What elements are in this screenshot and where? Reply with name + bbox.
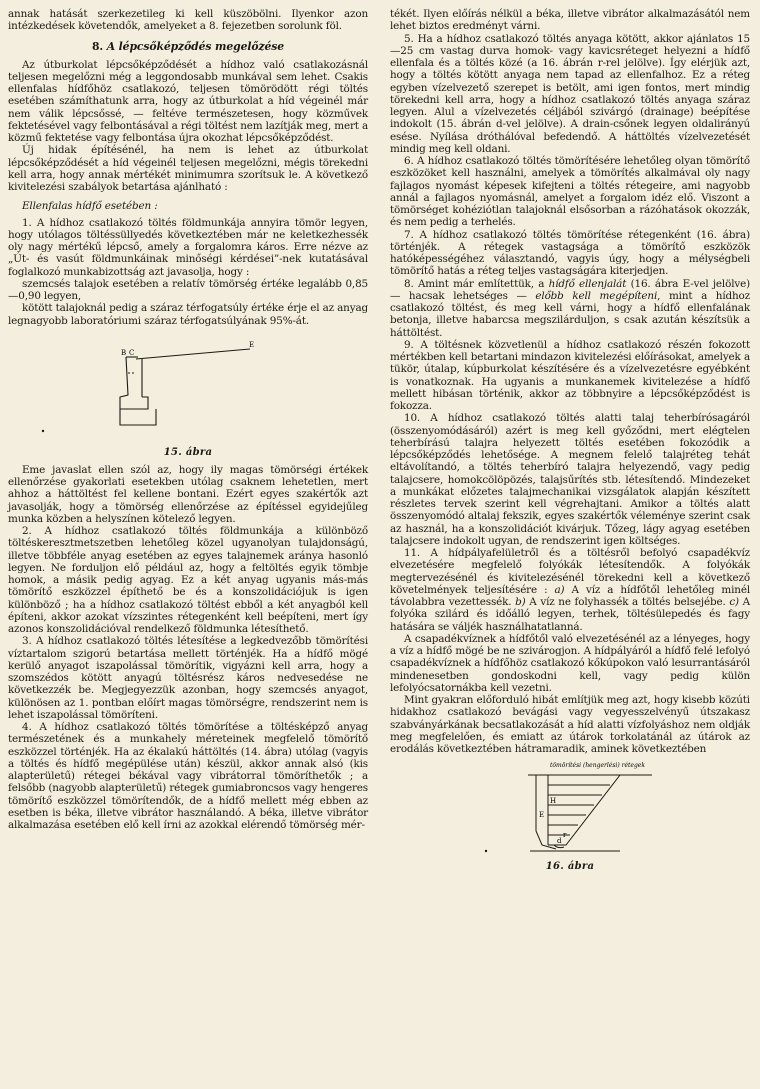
text-run: 8. Amint már említettük, a [404, 277, 549, 290]
right-column [390, 8, 750, 878]
text-run: A víz ne folyhassék a töltés belsejébe. [525, 596, 730, 608]
figure-15 [8, 327, 368, 458]
text-run-italic: c) [729, 596, 739, 608]
figure-15-drawing [8, 327, 368, 445]
paragraph: Új hidak építésénél, ha nem is lehet az útburkolat lépcsőképződését a híd végeinél teljesen megelőzni, mégis törekedni kell arra, hogy annak mértékét minimumra szorítsuk le. A következő kivitelezési szabályok betartása ajánlható : [8, 144, 368, 193]
paragraph: Mint gyakran előforduló hibát említjük meg azt, hogy kisebb közúti hidakhoz csatlakozó bevágási vagy vegyesszelvényű útszakasz szabványárkának becsatlakozását a híd alatti vízfolyáshoz nem oldják meg megfelelően, és emiatt az útárok torkolatánál az útárok az erodálás következtében hátramaradik, aminek következtében [390, 694, 750, 755]
paragraph: Eme javaslat ellen szól az, hogy ily magas tömörségi értékek ellenőrzése gyakorlati esetekben utólag csaknem lehetetlen, mert ahhoz a háttöltést fel kellene bontani. Ezért egyes szakértők azt javasolják, hogy a tömörség ellenőrzése az építéssel egyidejűleg munka közben a helyszínen kötelező legyen. [8, 463, 368, 525]
paragraph: 7. A hídhoz csatlakozó töltés tömörítése rétegenként (16. ábra) történjék. A rétegek vastagsága a tömörítő eszközök hatóképességéhez választandó, vagyis úgy, hogy a mélységbeli tömörítő hatás a réteg teljes vastagságára kiterjedjen. [390, 228, 750, 278]
paragraph [390, 547, 750, 633]
paragraph: 1. A hídhoz csatlakozó töltés földmunkája annyira tömör legyen, hogy utólagos töltéssüllyedés következtében már ne keletkezhessék oly nagy mértékű lépcső, amely a forgalomra káros. Erre nézve az „Út- és vasút földmunkáinak minőségi kérdései”-nek kutatásával foglalkozó munkabizottság azt javasolja, hogy : [8, 216, 368, 278]
paragraph: 4. A hídhoz csatlakozó töltés tömörítése a töltésképző anyag természetének és a munkahely méreteinek megfelelő tömörítő eszközzel történjék. Ha az ékalakú háttöltés (14. ábra) utólag (vagyis a töltés és hídfő megépülése után) készül, akkor annak alsó (kis alapterületű) rétegei békával vagy vibrátorral tömöríthetők ; a felsőbb (nagyobb alapterületű) rétegek gumiabroncsos vagy hengeres tömörítő eszközzel tömörítendők, de a hídfő mellett még ebben az esetben is béka, illetve vibrátor használandó. A béka, illetve vibrátor alkalmazása esetében elő kell írni az azokkal elérendő tömörség mér- [8, 721, 368, 831]
section-title: A lépcsőképződés megelőzése [106, 39, 284, 53]
paragraph: Az útburkolat lépcsőképződését a hídhoz való csatlakozásnál teljesen megelőzni még a leggondosabb munkával sem lehet. Csakis ellenfalas hídfőhöz csatlakozó, teljesen tömörödött régi töltés esetében számíthatunk arra, hogy az útburkolat a híd végeinél már nem válik lépcsőssé, — feltéve természetesen, hogy közművek fektetésével vagy felbontásával a régi töltést nem lazítják meg, mert a közmű fektetése vagy felbontása újra okozhat lépcsőképződést. [8, 58, 368, 144]
paragraph: annak hatását szerkezetileg ki kell küszöbölni. Ilyenkor azon intézkedések követendők, amelyeket a 8. fejezetben sorolunk föl. [8, 8, 368, 33]
text-run: 11. A hídpályafelületről és a töltésről befolyó csapadékvíz elvezetésére megfelelő folyókák létesítendők. A folyókák megtervezésénél és kivitelezésénél törekedni kell a következő követelmények teljesítésére : [390, 547, 750, 596]
paragraph: A csapadékvíznek a hídfőtől való elvezetésénél az a lényeges, hogy a víz a hídfő mögé be ne szivárogjon. A hídpályáról a hídfő felé lefolyó csapadékvíznek a hídfőhöz csatlakozó kőkúpokon való lesurrantásáról mindenesetben gondoskodni kell, vagy pedig külön lefolyócsatornákba kell vezetni. [390, 632, 750, 694]
paragraph [390, 278, 750, 339]
paragraph: 6. A hídhoz csatlakozó töltés tömörítésére lehetőleg olyan tömörítő eszközöket kell használni, amelyek a tömörítés alkalmával oly nagy fajlagos nyomást képesek kifejteni a töltés rétegeire, ami nagyobb annál a fajlagos nyomásnál, amelyet a forgalom idéz elő. Viszont a tömörséget kohéziótlan talajoknál elsősorban a rázóhatások okozzák, és nem pedig a terhelés. [390, 155, 750, 229]
paragraph: 2. A hídhoz csatlakozó töltés földmunkája a különböző töltéskeresztmetszetben lehetőleg közel ugyanolyan tulajdonságú, illetve többféle anyag esetében az egyes talajnemek aránya hasonló legyen. Ne forduljon elő például az, hogy a feltöltés egyik tömbje homok, a másik pedig agyag. Ez a két anyag ugyanis más-más tömörítő eszközzel építhető be és a konszolidációjuk is igen különböző ; ha a hídhoz csatlakozó töltést ebből a két anyagból kell építeni, akkor azokat vízszintes rétegenként kell beépíteni, mert így azonos konszolidációval rendelkező földmunka létesíthető. [8, 525, 368, 635]
section-heading [8, 40, 368, 53]
figure-label: B [121, 348, 127, 357]
paragraph: 9. A töltésnek közvetlenül a hídhoz csatlakozó részén fokozott mértékben kell betartani mindazon kivitelezési előírásokat, amelyek a tükör, útalap, kúpburkolat készítésére és a vízelvezetésre egyébként is vonatkoznak. Ha ugyanis a munkanemek kivitelezése a hídfő mellett hibásan történik, akkor az többnyire a lépcsőképződést is fokozza. [390, 338, 750, 412]
left-column [8, 8, 368, 831]
figure-16-drawing [390, 755, 750, 859]
paragraph: tékét. Ilyen előírás nélkül a béka, illetve vibrátor alkalmazásától nem lehet biztos eredményt várni. [390, 8, 750, 33]
section-number: 8. [91, 39, 104, 53]
paragraph: 10. A hídhoz csatlakozó töltés alatti talaj teherbírósagáról (összenyomódásáról) azért is meg kell győződni, mert elégtelen teherbírású talajra helyezett töltés esetében fokozódik a lépcsőképződés lehetősége. A megnem felelő talajréteg tehát eltávolítandó, a töltés teherbíró talajra helyezendő, vagy pedig talajcsere, homokcölöpözés, talajsűrítés stb. létesítendő. Mindezeket a munkákat előzetes talajmechanikai vizsgálatok alapján készített részletes tervek szerint kell végrehajtani. Amikor a töltés alatt összenyomódó altalaj fekszik, egyes szakértők véleménye szerint csak az használ, ha a konszolidációt kivárjuk. Tőzeg, lágy agyag esetében talajcsere indokolt ugyan, de rendszerint igen költséges. [390, 412, 750, 547]
figure-caption: 15. ábra [163, 446, 213, 458]
paragraph: kötött talajoknál pedig a száraz térfogatsúly értéke érje el az anyag legnagyobb laboratóriumi száraz térfogatsúlyának 95%-át. [8, 302, 368, 327]
text-run-italic: előbb kell megépíteni [535, 289, 658, 302]
subheading: Ellenfalas hídfő esetében : [22, 200, 158, 213]
text-run-italic: b) [515, 596, 526, 608]
figure-label: tömörítési (hengerlési) rétegek [550, 762, 645, 770]
text-run: A folyóka szilárd és időálló legyen, terhek, töltésülepedés és fagy hatására se váljék használhatatlanná. [390, 596, 750, 633]
figure-label: E [539, 811, 545, 820]
figure-label: H [550, 797, 557, 806]
paragraph: szemcsés talajok esetében a relatív tömörség értéke legalább 0,85—0,90 legyen, [8, 277, 368, 302]
text-run-italic: hídfő ellenjalát [548, 277, 627, 290]
text-run: (16. ábra E-vel jelölve) — hacsak lehetséges — [390, 277, 751, 302]
figure-label: r [563, 831, 567, 840]
figure-label: E [249, 340, 255, 349]
text-run: , mint a hídhoz csatlakozó töltést, és meg kell várni, hogy a hídfő ellenfalának betonja, illetve habarcsa megszilárduljon, s csak azután készítsük a háttöltést. [390, 289, 750, 339]
figure-label: C [129, 348, 135, 357]
paragraph: 3. A hídhoz csatlakozó töltés létesítése a legkedvezőbb tömörítési víztartalom szigorú betartása mellett történjék. Ha a hídfő mögé kerülő anyagot iszapolással tömörítik, vigyázni kell arra, hogy a szomszédos kötött anyagú töltésrész káros nedvesedése ne következzék be. Megjegyezzük azonban, hogy szemcsés anyagot, különösen az 1. pontban előírt magas tömörségre, rendszerint nem is lehet iszapolással tömöríteni. [8, 635, 368, 721]
figure-label: d [557, 837, 562, 846]
figure-16 [390, 755, 750, 872]
paragraph: 5. Ha a hídhoz csatlakozó töltés anyaga kötött, akkor ajánlatos 15—25 cm vastag durva homok- vagy kavicsréteget helyezni a hídfő ellenfala és a töltés közé (a 16. ábrán r-rel jelölve). Így elérjük azt, hogy a töltés kötött anyaga nem tapad az ellenfalhoz. Ez a réteg egyben vízelvezető szerepet is betölt, ami igen fontos, mert mindig törekedni kell arra, hogy a hídhoz csatlakozó töltés anyaga száraz legyen. Alul a vízelvezetés céljából szivárgó (drainage) beépítése indokolt (15. ábrán d-vel jelölve). A drain-csőnek legyen oldalirányú esése. Nyílása dróthálóval befedendő. A háttöltés vízelvezetését mindig meg kell oldani. [390, 32, 750, 155]
text-run: A víz a hídfőtől lehetőleg minél távolabbra vezettessék. [390, 583, 750, 608]
text-run-italic: a) [554, 583, 565, 596]
figure-caption: 16. ábra [545, 861, 595, 873]
